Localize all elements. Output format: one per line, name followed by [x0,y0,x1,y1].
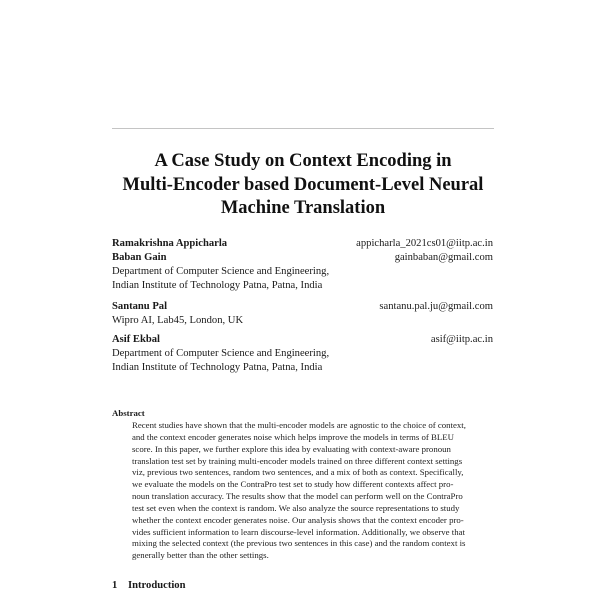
abstract-line: and the context encoder generates noise which helps improve the models in terms of BLEU [132,431,454,442]
abstract-line: generally better than the other settings. [132,550,269,561]
author-name: Asif Ekbal [112,334,160,345]
title-line-3: Machine Translation [220,198,386,218]
paper-title [100,150,506,221]
title-line-2: Multi-Encoder based Document-Level Neural [122,174,484,195]
author-affiliation: Indian Institute of Technology Patna, Patna, India [112,362,323,373]
author-affiliation: Department of Computer Science and Engineering, [112,266,330,277]
abstract-line: we evaluate the models on the ContraPro test set to study how different contexts affect pro- [132,479,454,490]
abstract-line: whether the context encoder generates noise. Our analysis shows that the context encoder pro- [132,514,464,525]
abstract-line: translation test set by training multi-encoder models trained on three different context settings [132,455,463,466]
author-name: Santanu Pal [112,301,168,312]
abstract-body [132,420,473,562]
author-email[interactable]: santanu.pal.ju@gmail.com [379,301,493,312]
abstract-line: vides sufficient information to learn discourse-level information. Additionally, we observe that [132,526,465,537]
author-affiliation: Wipro AI, Lab45, London, UK [112,315,244,326]
header-rule [112,128,494,129]
abstract-line: noun translation accuracy. The results show that the model can perform well on the ContraPro [132,491,463,502]
abstract-line: viz, previous two sentences, random two sentences, and a mix of both as context. Specifically, [132,467,464,478]
abstract-line: mixing the selected context (the previous two sentences in this case) and the random context is [132,538,466,549]
author-affiliation: Indian Institute of Technology Patna, Patna, India [112,280,323,291]
abstract-line: score. In this paper, we further explore this idea by evaluating with context-aware pronoun [132,443,451,454]
author-email[interactable]: appicharla_2021cs01@iitp.ac.in [356,238,493,249]
abstract-line: test set even when the context is random. We also analyze the source representations to study [132,502,460,513]
section-title: Introduction [128,580,186,591]
title-line-1: A Case Study on Context Encoding in [154,151,452,171]
section-heading [112,580,186,591]
abstract-heading: Abstract [112,408,145,418]
abstract-line: Recent studies have shown that the multi-encoder models are agnostic to the choice of context, [132,420,466,430]
author-name: Baban Gain [112,252,167,263]
author-email[interactable]: asif@iitp.ac.in [430,334,493,345]
author-email[interactable]: gainbaban@gmail.com [394,252,493,263]
section-number: 1 [112,580,118,591]
author-affiliation: Department of Computer Science and Engineering, [112,348,330,359]
author-name: Ramakrishna Appicharla [112,238,228,249]
